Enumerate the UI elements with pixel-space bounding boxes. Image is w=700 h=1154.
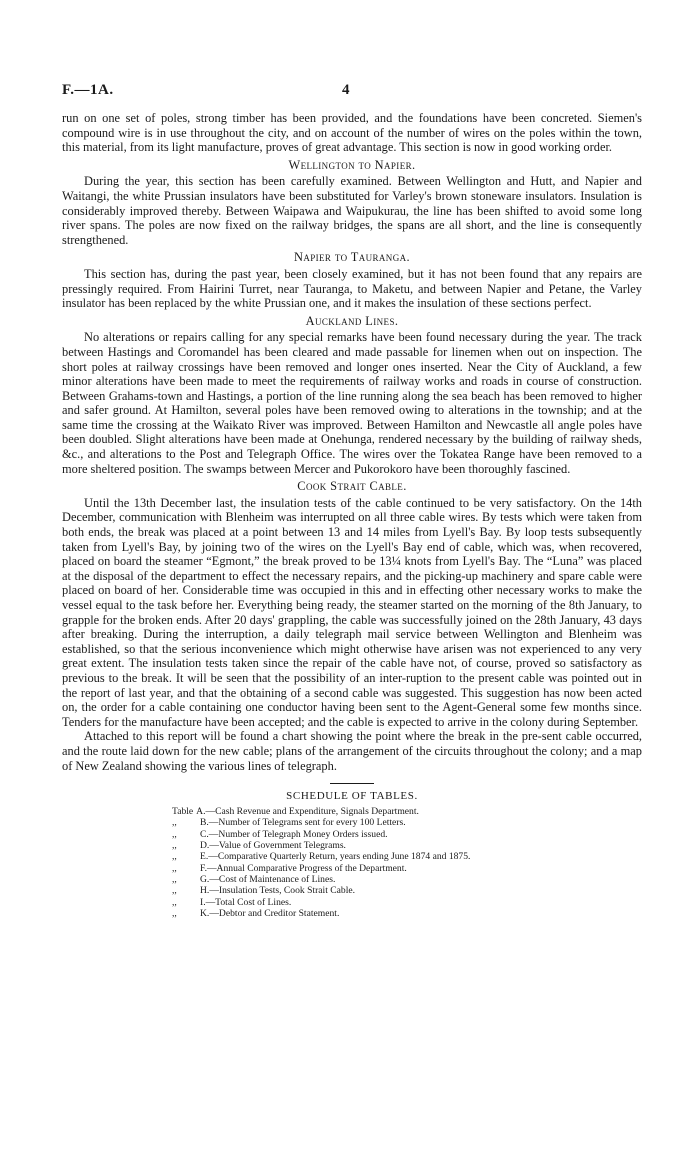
schedule-item-text: G.—Cost of Maintenance of Lines.: [200, 873, 336, 885]
schedule-item: [172, 851, 642, 862]
schedule-item: [172, 863, 642, 874]
wellington-napier-paragraph: During the year, this section has been carefully examined. Between Wellington and Hutt, and Napier and Waitangi, the white Prussian insulators have been substituted for Varley's brown stoneware insulators. Insulation is considerably improved thereby. Between Waipawa and Waipukurau, the line has been shifted to avoid some long river spans. The poles are now fixed on the railway bridges, the spans are all short, and the line is consequently strengthened.: [62, 174, 642, 247]
schedule-item-prefix: ,,: [172, 828, 177, 840]
schedule-item-text: E.—Comparative Quarterly Return, years ending June 1874 and 1875.: [200, 851, 471, 863]
schedule-item-prefix: ,,: [172, 862, 177, 874]
napier-tauranga-paragraph: This section has, during the past year, been closely examined, but it has not been found that any repairs are pressingly required. From Hairini Turret, near Tauranga, to Maketu, and between Napier and Petane, the Varley insulator has been replaced by the white Prussian one, and it makes the insulation of these sections perfect.: [62, 266, 642, 311]
section-heading-wellington-napier: Wellington to Napier.: [288, 157, 416, 172]
schedule-item: [172, 806, 642, 817]
document-reference: F.—1A.: [62, 82, 114, 98]
schedule-item: [172, 874, 642, 885]
schedule-item-text: K.—Debtor and Creditor Statement.: [200, 907, 340, 919]
schedule-item-text: A.—Cash Revenue and Expenditure, Signals Department.: [196, 806, 419, 818]
schedule-table-list: [172, 806, 642, 919]
schedule-item-text: F.—Annual Comparative Progress of the Department.: [200, 862, 407, 874]
cook-strait-paragraph: Until the 13th December last, the insulation tests of the cable continued to be very satisfactory. On the 14th December, communication with Blenheim was interrupted on all three cable wires. By tests which were taken from both ends, the break was placed at a point between 13 and 14 miles from Lyell's Bay. By loop tests subsequently taken from Lyell's Bay, by joining two of the wires on the Lyell's Bay end of cable, which was, when recovered, placed on board the steamer “Egmont,” the break proved to be 13¼ knots from Lyell's Bay. The “Luna” was placed at the disposal of the department to effect the necessary repairs, and the picking-up machinery and spare cable were placed on board of her. Considerable time was occupied in this and in effecting other necessary works to make the vessel equal to the task before her. Everything being ready, the steamer started on the morning of the 8th January, to grapple for the broken ends. After 20 days' grappling, the cable was successfully joined on the 28th January, 43 days after breaking. During the interruption, a daily telegraph mail service between Wellington and Blenheim was established, so that the serious inconvenience which might otherwise have arisen was not experienced to any very great extent. The insulation tests taken since the repair of the cable have not, of course, proved so satisfactory as previous to the break. It will be seen that the possibility of an inter-ruption to the present cable was pointed out in the report of last year, and that the obtaining of a second cable was suggested. This suggestion has now been acted on, the order for a cable containing one conductor having been sent to the Agent-General some few months since. Tenders for the manufacture have been accepted; and the cable is expected to arrive in the colony during September.: [62, 495, 642, 729]
schedule-item: [172, 817, 642, 828]
schedule-item-prefix: ,,: [172, 873, 177, 885]
schedule-item-text: D.—Value of Government Telegrams.: [200, 840, 346, 852]
schedule-item-prefix: ,,: [172, 851, 177, 863]
schedule-item-prefix: ,,: [172, 885, 177, 897]
schedule-item-prefix: ,,: [172, 896, 177, 908]
schedule-item-prefix: ,,: [172, 817, 177, 829]
schedule-item: [172, 885, 642, 896]
schedule-item: [172, 829, 642, 840]
schedule-item-prefix: ,,: [172, 907, 177, 919]
section-heading-cook-strait-cable: Cook Strait Cable.: [297, 479, 407, 494]
schedule-item-text: I.—Total Cost of Lines.: [200, 896, 292, 908]
schedule-item-text: C.—Number of Telegraph Money Orders issued.: [200, 828, 388, 840]
document-body: [62, 111, 642, 919]
section-heading-napier-tauranga: Napier to Tauranga.: [293, 250, 411, 265]
schedule-item-prefix: ,,: [172, 840, 177, 852]
schedule-item-text: H.—Insulation Tests, Cook Strait Cable.: [200, 885, 356, 897]
intro-paragraph: run on one set of poles, strong timber has been provided, and the foundations have been concreted. Siemen's compound wire is in use throughout the city, and on account of the number of wires on the poles within the town, this material, from its light manufacture, proves of great advantage. This section is now in good working order.: [62, 111, 642, 155]
schedule-item-text: B.—Number of Telegrams sent for every 100 Letters.: [200, 817, 406, 829]
schedule-item: [172, 840, 642, 851]
page-header: [62, 82, 642, 102]
attachments-paragraph: Attached to this report will be found a chart showing the point where the break in the pre-sent cable occurred, and the route laid down for the new cable; plans of the arrangement of the circuits throughout the colony; and a map of New Zealand showing the various lines of telegraph.: [62, 729, 642, 773]
section-divider: [330, 783, 374, 784]
page-number: 4: [342, 82, 350, 98]
schedule-item-prefix: Table: [172, 806, 194, 818]
section-heading-auckland-lines: Auckland Lines.: [305, 313, 399, 328]
schedule-title: SCHEDULE OF TABLES.: [286, 790, 418, 803]
auckland-lines-paragraph: No alterations or repairs calling for any special remarks have been found necessary during the year. The track between Hastings and Coromandel has been cleared and made passable for linemen when out on inspection. The short poles at railway crossings have been removed and longer ones inserted. Near the City of Auckland, a few minor alterations have been made to meet the requirements of railway works and roads in course of construction. Between Grahams-town and Hastings, a portion of the line running along the sea beach has been removed to higher and safer ground. At Hamilton, several poles have been removed owing to alterations in the township; and at the same time the crossing at the Waikato River was improved. Between Hamilton and Newcastle all angle poles have been doubled. Slight alterations have been made at Onehunga, rendered necessary by the building of railway sheds, &c., and alterations to the Post and Telegraph Office. The wires over the Tokatea Range have been removed to a more sheltered position. The swamps between Mercer and Pukorokoro have been thoroughly fascined.: [62, 330, 642, 476]
schedule-item: [172, 908, 642, 919]
schedule-item: [172, 897, 642, 908]
